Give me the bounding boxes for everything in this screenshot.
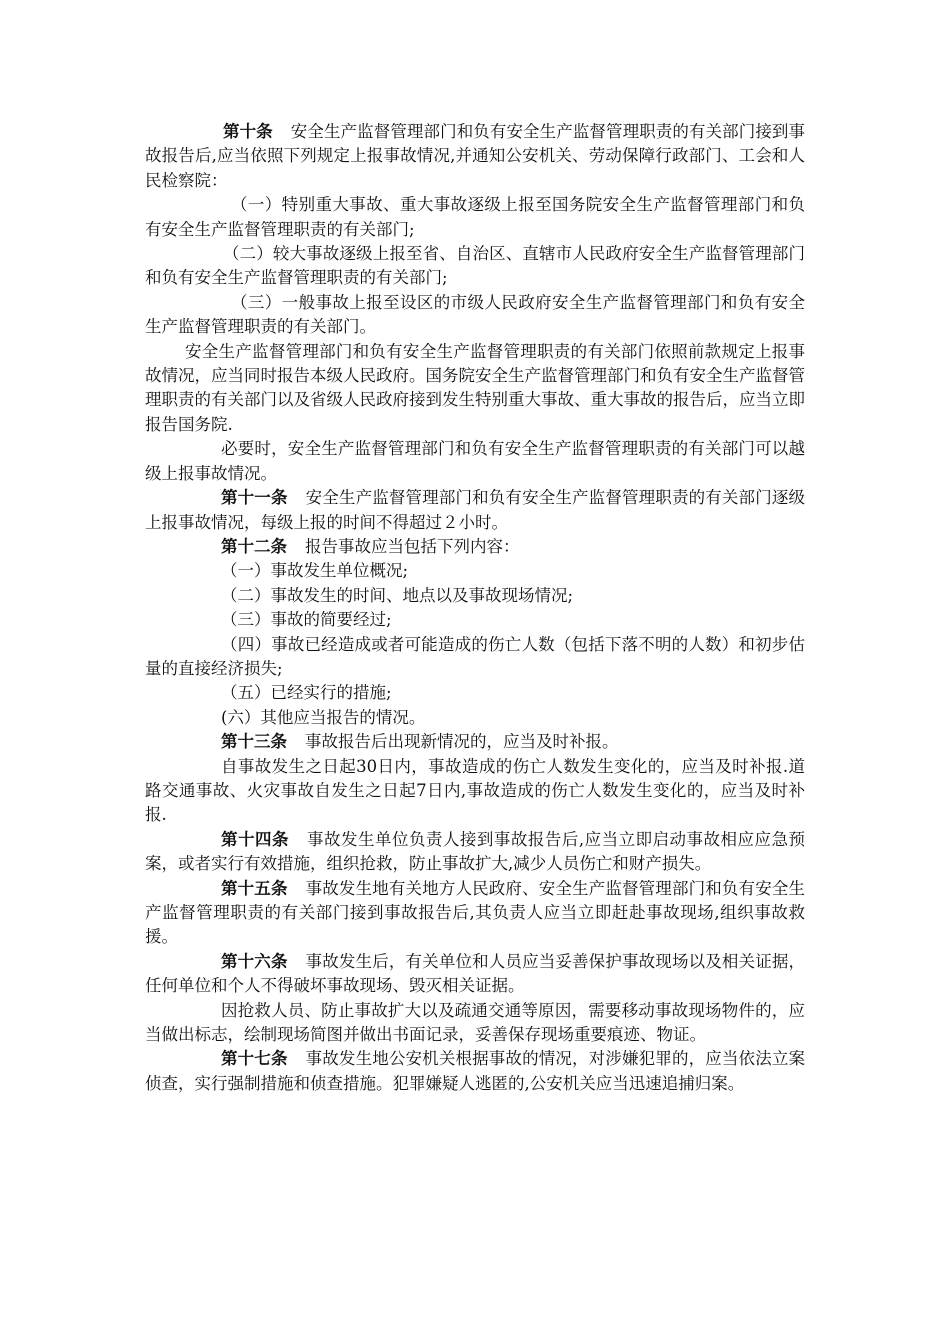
- article-text: 事故报告后出现新情况的，应当及时补报。: [305, 732, 619, 752]
- article-16-para-2: 因抢救人员、防止事故扩大以及疏通交通等原因，需要移动事故现场物件的，应当做出标志，绘制现场简图并做出书面记录，妥善保存现场重要痕迹、物证。: [145, 1000, 805, 1045]
- article-title: 第十条: [223, 122, 273, 141]
- article-title: 第十五条: [221, 878, 288, 898]
- article-text: 事故发生地公安机关根据事故的情况，对涉嫌犯罪的，应当依法立案侦查，实行强制措施和侦查措施。犯罪嫌疑人逃匿的,公安机关应当迅速追捕归案。: [145, 1049, 806, 1093]
- article-10-item-1: （一）特别重大事故、重大事故逐级上报至国务院安全生产监督管理部门和负有安全生产监督管理职责的有关部门;: [145, 195, 805, 239]
- article-10-item-2: （二）较大事故逐级上报至省、自治区、直辖市人民政府安全生产监督管理部门和负有安全生产监督管理职责的有关部门;: [145, 244, 805, 288]
- article-12-item-3: （三）事故的简要经过;: [221, 610, 392, 630]
- article-text: 事故发生单位负责人接到事故报告后,应当立即启动事故相应应急预案，或者实行有效措施，组织抢救，防止事故扩大,减少人员伤亡和财产损失。: [145, 829, 806, 874]
- article-text: 报告事故应当包括下列内容：: [305, 536, 520, 556]
- document-body: [145, 120, 805, 1096]
- article-text: 事故发生地有关地方人民政府、安全生产监督管理部门和负有安全生产监督管理职责的有关部门接到事故报告后,其负责人应当立即赶赴事故现场,组织事故救援。: [145, 878, 806, 947]
- article-12-item-4: （四）事故已经造成或者可能造成的伤亡人数（包括下落不明的人数）和初步估量的直接经济损失;: [145, 634, 805, 678]
- article-title: 第十四条: [221, 829, 289, 849]
- article-11: [145, 486, 805, 535]
- article-16: [145, 950, 805, 999]
- article-12-item-1: （一）事故发生单位概况;: [221, 561, 409, 581]
- article-title: 第十七条: [221, 1049, 288, 1069]
- article-13: [145, 730, 805, 754]
- article-17: [145, 1047, 805, 1096]
- article-text: 事故发生后，有关单位和人员应当妥善保护事故现场以及相关证据，任何单位和个人不得破坏事故现场、毁灭相关证据。: [145, 951, 806, 996]
- article-12-item-5: （五）已经实行的措施;: [221, 683, 392, 703]
- article-10-item-3: （三）一般事故上报至设区的市级人民政府安全生产监督管理部门和负有安全生产监督管理职责的有关部门。: [145, 292, 805, 337]
- article-15: [145, 877, 805, 950]
- article-12: [145, 535, 805, 559]
- article-title: 第十六条: [221, 951, 288, 971]
- article-title: 第十三条: [221, 732, 287, 752]
- article-10-para-2: 安全生产监督管理部门和负有安全生产监督管理职责的有关部门依照前款规定上报事故情况，应当同时报告本级人民政府。国务院安全生产监督管理部门和负有安全生产监督管理职责的有关部门以及省级人民政府接到发生特别重大事故、重大事故的报告后，应当立即报告国务院.: [145, 341, 805, 434]
- article-title: 第十二条: [221, 536, 287, 556]
- article-12-item-2: （二）事故发生的时间、地点以及事故现场情况;: [221, 585, 574, 605]
- article-text: 安全生产监督管理部门和负有安全生产监督管理职责的有关部门接到事故报告后,应当依照下列规定上报事故情况,并通知公安机关、劳动保障行政部门、工会和人民检察院：: [145, 122, 806, 190]
- article-13-para-2: 自事故发生之日起30日内，事故造成的伤亡人数发生变化的，应当及时补报.道路交通事故、火灾事故自发生之日起7日内,事故造成的伤亡人数发生变化的，应当及时补报.: [145, 756, 805, 825]
- article-12-item-6: (六）其他应当报告的情况。: [221, 707, 426, 727]
- article-10: [145, 120, 805, 193]
- article-14: [145, 828, 805, 877]
- article-10-para-3: 必要时，安全生产监督管理部门和负有安全生产监督管理职责的有关部门可以越级上报事故情况。: [145, 439, 805, 483]
- article-text: 安全生产监督管理部门和负有安全生产监督管理职责的有关部门逐级上报事故情况，每级上报的时间不得超过２小时。: [145, 488, 806, 532]
- article-title: 第十一条: [221, 488, 288, 508]
